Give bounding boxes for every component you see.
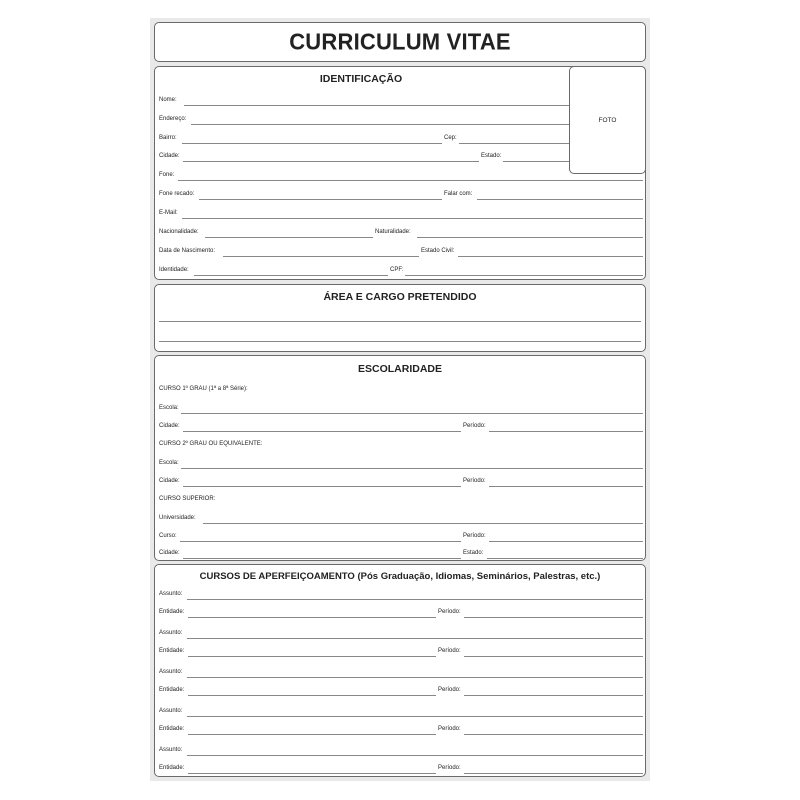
foto-box[interactable] (569, 66, 646, 174)
page-title: CURRICULUM VITAE (289, 28, 511, 55)
cidade-label: Cidade: (159, 153, 180, 159)
identificacao-heading: IDENTIFICAÇÃO (319, 73, 403, 85)
cidade-label: Cidade: (159, 550, 180, 556)
entidade-label: Entidade: (159, 687, 185, 693)
entidade-row[interactable] (159, 765, 643, 774)
fone-recado-row[interactable] (159, 191, 643, 200)
cidade-row[interactable] (159, 153, 569, 162)
estado-civil-label: Estado Civil: (421, 248, 455, 254)
cep-label: Cep: (444, 135, 457, 141)
assunto-row[interactable] (159, 708, 643, 717)
periodo-label: Período: (438, 609, 461, 615)
entidade-label: Entidade: (159, 609, 185, 615)
assunto-label: Assunto: (159, 591, 183, 597)
nacionalidade-row[interactable] (159, 229, 643, 238)
assunto-row[interactable] (159, 630, 643, 639)
form-sheet (150, 18, 650, 781)
curso-row[interactable] (159, 533, 643, 542)
escola-label: Escola: (159, 405, 179, 411)
periodo-label: Período: (438, 765, 461, 771)
cidade2-row[interactable] (159, 478, 643, 487)
area-line-1[interactable] (159, 321, 641, 322)
identidade-label: Identidade: (159, 267, 189, 273)
cidade1-row[interactable] (159, 423, 643, 432)
entidade-row[interactable] (159, 648, 643, 657)
entidade-label: Entidade: (159, 765, 185, 771)
email-row[interactable] (159, 210, 643, 219)
assunto-label: Assunto: (159, 708, 183, 714)
assunto-row[interactable] (159, 591, 643, 600)
nome-row[interactable] (159, 97, 569, 106)
estado-label: Estado: (481, 153, 502, 159)
nome-label: Nome: (159, 97, 177, 103)
entidade-label: Entidade: (159, 726, 185, 732)
periodo-label: Período: (438, 687, 461, 693)
bairro-row[interactable] (159, 135, 569, 144)
assunto-label: Assunto: (159, 669, 183, 675)
area-section (154, 284, 646, 352)
periodo-label: Período: (463, 533, 486, 539)
curso-label: Curso: (159, 533, 177, 539)
title-box (154, 22, 646, 62)
endereco-label: Endereço: (159, 116, 187, 122)
area-heading: ÁREA E CARGO PRETENDIDO (323, 291, 477, 303)
assunto-label: Assunto: (159, 630, 183, 636)
naturalidade-label: Naturalidade: (375, 229, 411, 235)
cursos-heading: CURSOS DE APERFEIÇOAMENTO (Pós Graduação, Idiomas, Seminários, Palestras, etc.) (199, 571, 601, 582)
escolaridade-heading: ESCOLARIDADE (357, 363, 442, 375)
entidade-label: Entidade: (159, 648, 185, 654)
assunto-label: Assunto: (159, 747, 183, 753)
escola2-row[interactable] (159, 460, 643, 469)
escola-label: Escola: (159, 460, 179, 466)
nacionalidade-label: Nacionalidade: (159, 229, 199, 235)
cidade3-row[interactable] (159, 550, 643, 559)
area-line-2[interactable] (159, 341, 641, 342)
universidade-label: Universidade: (159, 515, 196, 521)
entidade-row[interactable] (159, 726, 643, 735)
bairro-label: Bairro: (159, 135, 177, 141)
universidade-row[interactable] (159, 515, 643, 524)
cidade-label: Cidade: (159, 423, 180, 429)
cpf-label: CPF: (390, 267, 404, 273)
curso2-heading: CURSO 2º GRAU OU EQUIVALENTE: (159, 441, 263, 447)
nascimento-row[interactable] (159, 248, 643, 257)
estado-label: Estado: (463, 550, 484, 556)
falar-com-label: Falar com: (444, 191, 473, 197)
foto-label: FOTO (598, 116, 617, 124)
entidade-row[interactable] (159, 687, 643, 696)
assunto-row[interactable] (159, 747, 643, 756)
escola1-row[interactable] (159, 405, 643, 414)
cidade-label: Cidade: (159, 478, 180, 484)
fone-label: Fone: (159, 172, 175, 178)
fone-row[interactable] (159, 172, 643, 181)
escolaridade-section (154, 355, 646, 561)
periodo-label: Período: (438, 648, 461, 654)
fone-recado-label: Fone recado: (159, 191, 195, 197)
entidade-row[interactable] (159, 609, 643, 618)
identidade-row[interactable] (159, 267, 643, 276)
periodo-label: Período: (463, 478, 486, 484)
email-label: E-Mail: (159, 210, 178, 216)
periodo-label: Período: (438, 726, 461, 732)
cursos-section (154, 564, 646, 777)
endereco-row[interactable] (159, 116, 569, 125)
periodo-label: Período: (463, 423, 486, 429)
curso1-heading: CURSO 1º GRAU (1ª a 8ª Série): (159, 386, 248, 392)
nascimento-label: Data de Nascimento: (159, 248, 216, 254)
superior-heading: CURSO SUPERIOR: (159, 496, 216, 502)
assunto-row[interactable] (159, 669, 643, 678)
